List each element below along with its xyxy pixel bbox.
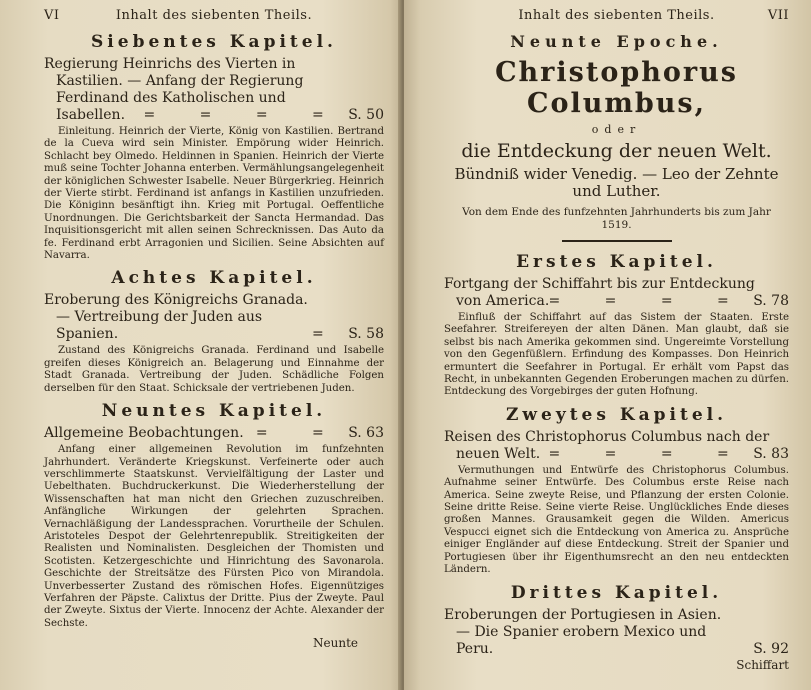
running-head [44, 8, 384, 26]
leader-dots: = [312, 326, 344, 343]
chapter-summary: Vermuthungen und Entwürfe des Christophorus Columbus. Aufnahme seiner Entwürfe. Des Columbus erste Reise nach America. Seine zweyte Reise, und Pflanzung der ersten Colonie. Seine dritte Reise. Seine vierte Reise. Unglückliches Ende dieses großen Mannes. Grausamkeit gegen die Wilden. Americus Vespucci eignet sich die Entdeckung von America zu. Ansprüche einiger Engländer auf diese Entdeckung. Streit der Spanier und Portugiesen über ihr Eigenthumsrecht an den neu entdeckten Ländern. [444, 464, 789, 576]
chapter-summary: Einleitung. Heinrich der Vierte, König von Kastilien. Bertrand de la Cueva wird sein Minister. Empörung wider Heinrich. Schlacht bey Olmedo. Heldinnen in Spanien. Heinrich der Vierte muß seine Tochter Johanna enterben. Vermählungsangelegenheit der königlichen Schwester Isabelle. Neuer Bürgerkrieg. Heinrich der Vierte stirbt. Ferdinand ist anfangs in Kastilien unzufrieden. Die Königinn besänftigt ihn. Krieg mit Portugal. Oeffentliche Unordnungen. Die Gerichtsbarkeit der Sancta Hermandad. Das Inquisitionsgericht mit allen seinen Schrecknissen. Das Auto da fe. Ferdinand erbt Arragonien und Sicilien. Seine Absichten auf Navarra. [44, 126, 384, 262]
chapter-entry [44, 56, 384, 124]
chapter-entry [44, 425, 384, 442]
running-head-title: Inhalt des siebenten Theils. [518, 8, 715, 23]
chapter-heading: Siebentes Kapitel. [91, 32, 337, 52]
chapter-entry [444, 429, 789, 463]
chapter-page-ref: = = = = S. 78 [548, 293, 789, 309]
chapter-summary: Anfang einer allgemeinen Revolution im funfzehnten Jahrhundert. Veränderte Kriegskunst. Verfeinerte oder auch verschlimmerte Staatskunst. Vervielfältigung der Laster und Uebelthaten. Buchdruckerkunst. Die Wiederherstellung der Wissenschaften hat man nicht den Griechen zuzuschreiben. Anfängliche Wirkungen der gelehrten Sprachen. Vernachläßigung der Landessprachen. Vorurtheile der Schulen. Aristoteles Despot der Gelehrtenrepublik. Streitigkeiten der Realisten und Nominalisten. Desgleichen der Thomisten und Scotisten. Ketzergeschichte und Hinrichtung des Savonarola. Geschichte der Streitsätze des Fürsten Pico von Mirandola. Unverbesserter Zustand des römischen Hofes. Eigennütziges Verfahren der Päpste. Calixtus der Dritte. Pius der Zweyte. Paul der Zweyte. Sixtus der Vierte. Innocenz der Achte. Alexander der Sechste. [44, 444, 384, 629]
chapter-entry [44, 292, 384, 343]
main-title: Christophorus Columbus, [495, 57, 738, 119]
epoch-heading: Neunte Epoche. [510, 32, 723, 51]
chapter-title: Regierung Heinrichs des Vierten in Kastilien. — Anfang der Regierung Ferdinand des Katholischen und Isabellen. [44, 56, 304, 123]
chapter-title: Reisen des Christophorus Columbus nach der neuen Welt. [444, 428, 770, 462]
chapter-heading: Neuntes Kapitel. [101, 401, 327, 422]
chapter-title: Eroberung des Königreichs Granada. — Vertreibung der Juden aus Spanien. [44, 292, 308, 343]
catchword: Neunte [313, 636, 358, 651]
leader-dots: = = = = [143, 107, 344, 123]
chapter-title: Allgemeine Beobachtungen. [44, 425, 244, 442]
chapter-entry [444, 607, 789, 658]
chapter-page-ref: = = = = S. 50 [143, 107, 384, 123]
leader-dots: = = [255, 425, 344, 442]
chapter-title: Fortgang der Schiffahrt bis zur Entdeckung von America. [444, 276, 755, 309]
running-head-title: Inhalt des siebenten Theils. [115, 8, 313, 23]
page-number: VII [767, 8, 789, 23]
left-page [0, 0, 402, 690]
chapter-heading: Achtes Kapitel. [111, 268, 317, 289]
chapter-heading: Erstes Kapitel. [516, 252, 717, 272]
catchword: Schiffart [736, 657, 789, 672]
chapter-page-ref: = = S. 63 [255, 425, 384, 442]
right-page [404, 0, 811, 690]
leader-dots: = = = = [548, 293, 749, 309]
page-number: VI [44, 8, 60, 23]
running-head [444, 8, 789, 26]
chapter-page-ref: S. 92 [753, 640, 789, 657]
subtitle: die Entdeckung der neuen Welt. [461, 140, 772, 162]
conjunction: oder [591, 123, 642, 136]
chapter-heading: Zweytes Kapitel. [505, 404, 728, 425]
chapter-page-ref: = = = = S. 83 [548, 445, 789, 462]
chapter-title: Eroberungen der Portugiesen in Asien. — Die Spanier erobern Mexico und Peru. [444, 606, 722, 657]
chapter-summary: Zustand des Königreichs Granada. Ferdinand und Isabelle greifen dieses Königreich an. Belagerung und Einnahme der Stadt Granada. Vertreibung der Juden. Schädliche Folgen derselben für den Staat. Schicksale der vertriebenen Juden. [44, 345, 384, 394]
chapter-page-ref: = S. 58 [312, 326, 384, 343]
chapter-summary: Einfluß der Schiffahrt auf das Sistem der Staaten. Erste Seefahrer. Streifereyen der alten Dänen. Man glaubt, daß sie selbst bis nach Amerika gekommen sind. Ungereimte Vorstellung von den Gegenfüßlern. Erfindung des Kompasses. Don Heinrich ermuntert die Seefahrer in Portugal. Er erhält vom Papst das Recht, in unbekannten Gegenden Eroberungen machen zu dürfen. Entdeckung des Vorgebirges der guten Hofnung. [444, 312, 789, 398]
period-line: Von dem Ende des funfzehnten Jahrhunderts bis zum Jahr 1519. [462, 206, 771, 231]
alliance-line: Bündniß wider Venedig. — Leo der Zehnte und Luther. [454, 165, 779, 200]
chapter-heading: Drittes Kapitel. [510, 582, 723, 603]
chapter-entry [444, 276, 789, 310]
leader-dots: = = = = [548, 445, 749, 462]
divider-rule [562, 240, 672, 242]
